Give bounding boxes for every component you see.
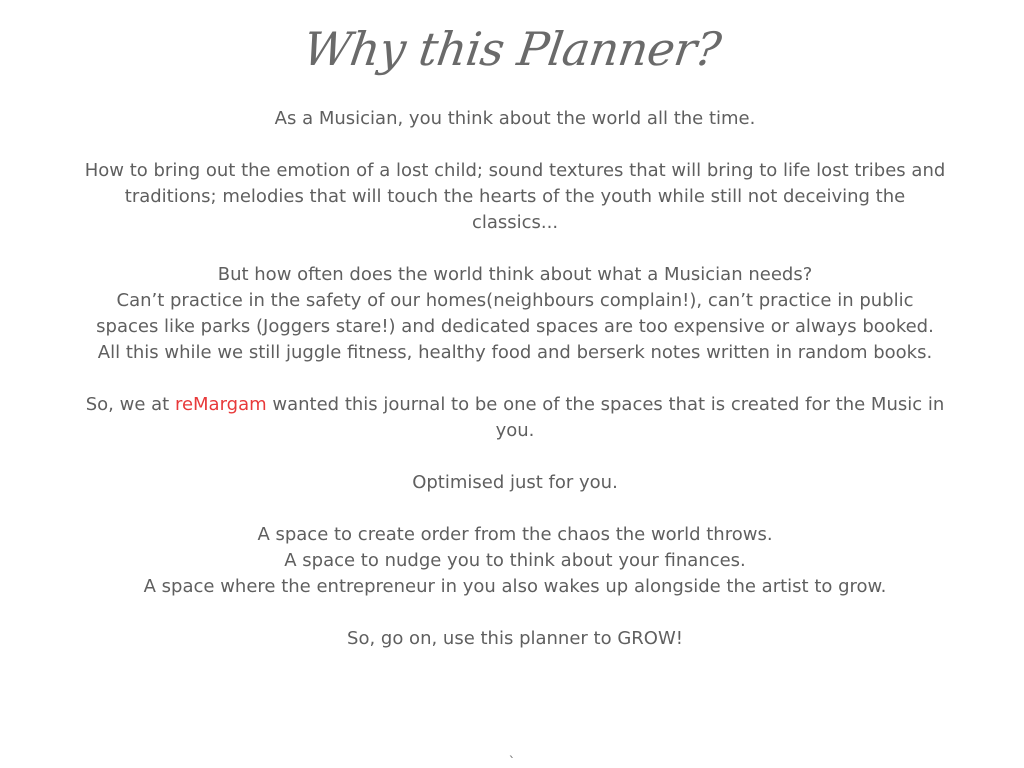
body-text [84,106,946,652]
intro-line: As a Musician, you think about the world all the time. [274,108,756,129]
journal-suffix: wanted this journal to be one of the spaces that is created for the Music in you. [266,394,945,441]
spacer [84,236,946,262]
question-line: But how often does the world think about what a Musician needs? [217,264,813,285]
space-line-1: A space to create order from the chaos the world throws. [257,524,773,545]
juggle-line: All this while we still juggle fitness, healthy food and berserk notes written in random books. [97,342,933,363]
practice-paragraph: Can’t practice in the safety of our homes(neighbours complain!), can’t practice in public spaces like parks (Joggers stare!) and dedicated spaces are too expensive or always booked. [96,290,934,337]
emotion-paragraph: How to bring out the emotion of a lost child; sound textures that will bring to life lost tribes and traditions; melodies that will touch the hearts of the youth while still not deceiving the classics... [84,160,946,233]
brand-name: reMargam [174,394,267,415]
spacer [84,600,946,626]
footer-mark: ` [508,755,516,768]
page-title: Why this Planner? [300,22,724,76]
spacer [84,132,946,158]
spacer [84,366,946,392]
space-line-3: A space where the entrepreneur in you also wakes up alongside the artist to grow. [143,576,887,597]
spacer [84,444,946,470]
space-line-2: A space to nudge you to think about your finances. [284,550,746,571]
closing-line: So, go on, use this planner to GROW! [347,628,683,649]
spacer [84,496,946,522]
optimised-line: Optimised just for you. [412,472,618,493]
journal-prefix: So, we at [85,394,175,415]
journal-paragraph [84,392,946,444]
